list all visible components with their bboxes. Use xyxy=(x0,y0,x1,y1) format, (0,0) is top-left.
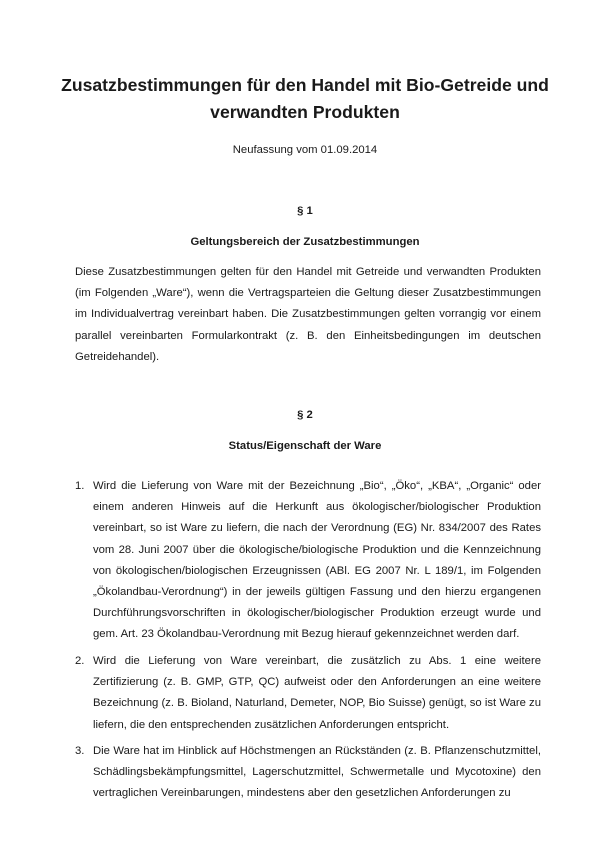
title-line-2: verwandten Produkten xyxy=(210,102,400,122)
title-line-1: Zusatzbestimmungen für den Handel mit Bio-Getreide und xyxy=(61,75,549,95)
section-1-number: § 1 xyxy=(297,205,313,217)
list-item-text: Die Ware hat im Hinblick auf Höchstmengen an Rückständen (z. B. Pflanzenschutzmittel, Schädlingsbekämpfungsmittel, Lagerschutzmittel, Schwermetalle und Mycotoxine) den vertraglichen Vereinbarungen, mindestens aber den gesetzlichen Anforderungen zu xyxy=(93,745,541,800)
section-2-number: § 2 xyxy=(297,409,313,421)
document-subtitle: Neufassung vom 01.09.2014 xyxy=(232,144,378,156)
list-item-number: 3. xyxy=(75,745,85,757)
document-title xyxy=(60,72,550,126)
section-2-heading: Status/Eigenschaft der Ware xyxy=(228,440,382,452)
section-1-body: Diese Zusatzbestimmungen gelten für den Handel mit Getreide und verwandten Produkten (im Folgenden „Ware“), wenn die Vertragsparteien die Geltung dieser Zusatzbestimmungen im Individualvertrag vereinbart haben. Die Zusatzbestimmungen gelten vorrangig vor einem parallel vereinbarten Formularkontrakt (z. B. den Einheitsbedingungen im deutschen Getreidehandel). xyxy=(75,266,541,363)
section-1-heading: Geltungsbereich der Zusatzbestimmungen xyxy=(190,236,420,248)
list-item-number: 2. xyxy=(75,655,85,667)
list-item-number: 1. xyxy=(75,480,85,492)
list-item-text: Wird die Lieferung von Ware mit der Bezeichnung „Bio“, „Öko“, „KBA“, „Organic“ oder einem anderen Hinweis auf die Herkunft aus ökologischer/biologischer Produktion vereinbart, so ist Ware zu liefern, die nach der Verordnung (EG) Nr. 834/2007 des Rates vom 28. Juni 2007 über die ökologische/biologische Produktion und die Kennzeichnung von ökologischen/biologischen Erzeugnissen (ABl. EG 2007 Nr. L 189/1, im Folgenden „Ökolandbau-Verordnung“) in der jeweils gültigen Fassung und den hierzu ergangenen Durchführungsvorschriften in ökologischer/biologischer Produktion erzeugt wurde und gem. Art. 23 Ökolandbau-Verordnung mit Bezug hierauf gekennzeichnet werden darf. xyxy=(93,480,541,641)
list-item-text: Wird die Lieferung von Ware vereinbart, die zusätzlich zu Abs. 1 eine weitere Zertifizierung (z. B. GMP, GTP, QC) aufweist oder den Anforderungen an eine weitere Bezeichnung (z. B. Bioland, Naturland, Demeter, NOP, Bio Suisse) genügt, so ist Ware zu liefern, die den entsprechenden zusätzlichen Anforderungen entspricht. xyxy=(93,655,541,731)
